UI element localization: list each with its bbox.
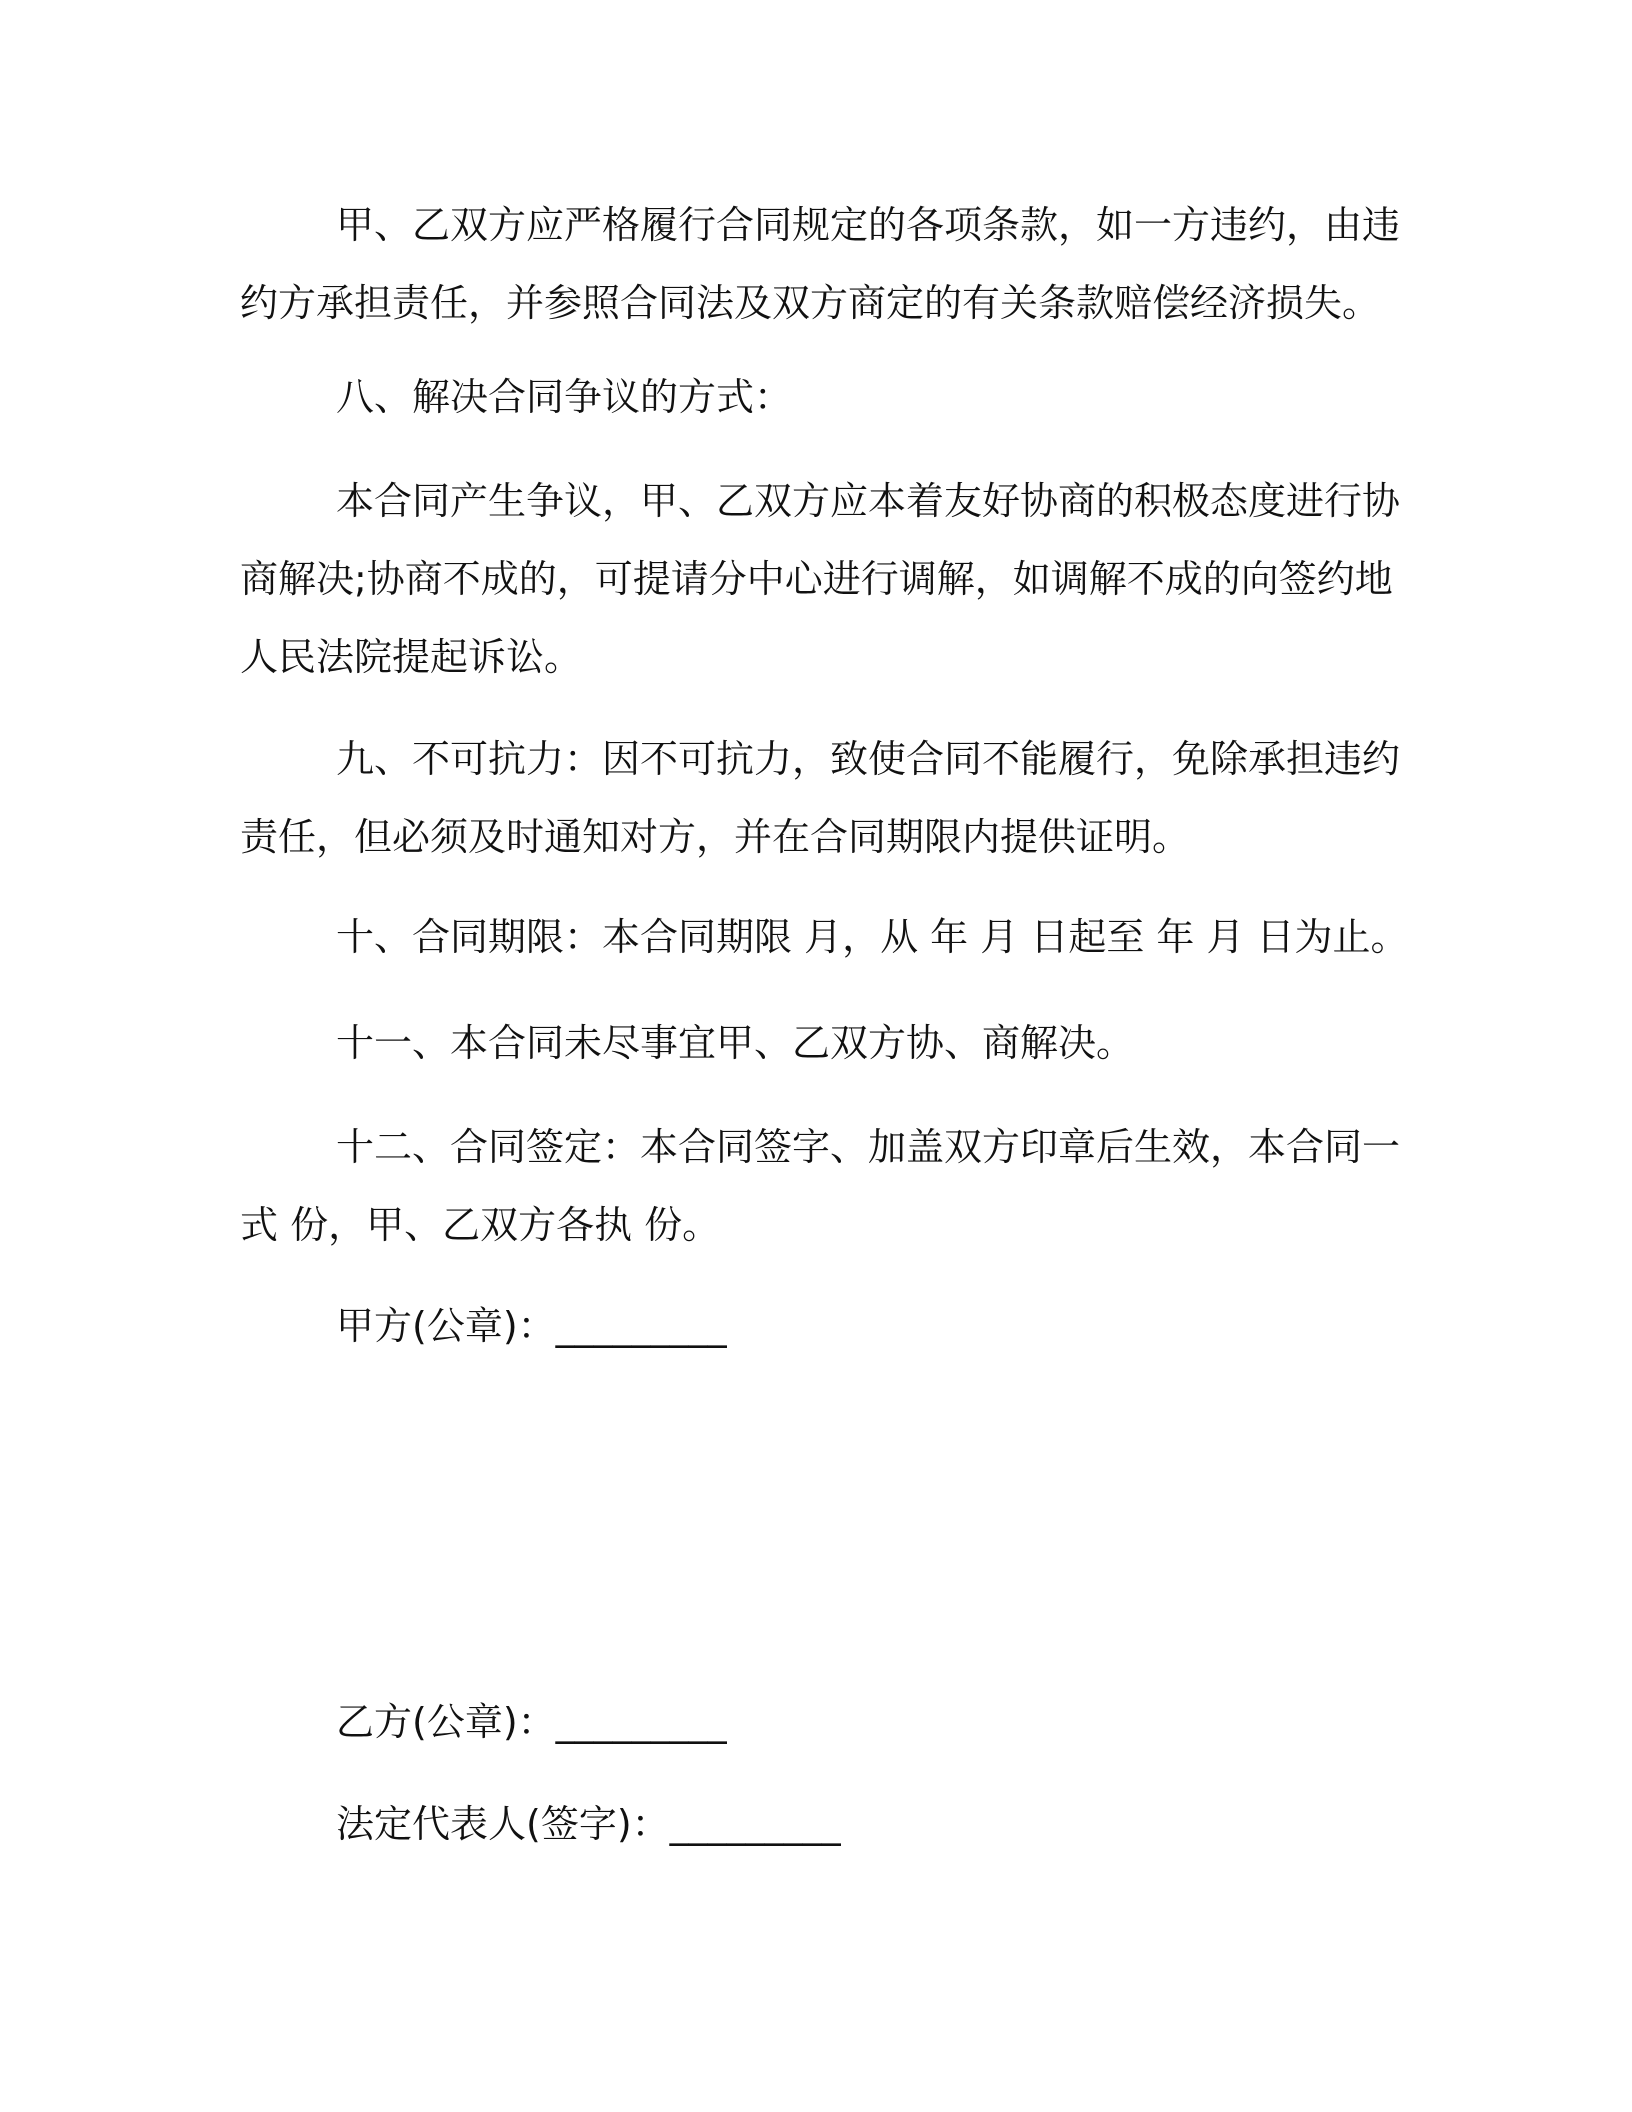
paragraph-liability	[240, 186, 1401, 342]
paragraph-line: 十一、本合同未尽事宜甲、乙双方协、商解决。	[336, 1021, 1135, 1065]
paragraph-line: 甲、乙双方应严格履行合同规定的各项条款，如一方违约，由违	[336, 203, 1401, 247]
section-8-heading	[240, 358, 1390, 436]
section-heading-line: 八、解决合同争议的方式：	[336, 375, 793, 419]
paragraph-line: 十二、合同签定：本合同签字、加盖双方印章后生效，本合同一	[336, 1125, 1401, 1169]
section-12	[240, 1108, 1401, 1264]
paragraph-line: 商解决;协商不成的，可提请分中心进行调解，如调解不成的向签约地	[240, 557, 1393, 601]
party-b-signature-line: 乙方(公章)：_________	[336, 1700, 727, 1744]
paragraph-line: 本合同产生争议，甲、乙双方应本着友好协商的积极态度进行协	[336, 479, 1401, 523]
section-11	[240, 1004, 1390, 1082]
paragraph-line: 九、不可抗力：因不可抗力，致使合同不能履行，免除承担违约	[336, 737, 1401, 781]
paragraph-line: 责任，但必须及时通知对方，并在合同期限内提供证明。	[240, 815, 1191, 859]
party-a-signature-line: 甲方(公章)：_________	[336, 1304, 727, 1348]
section-10	[240, 898, 1409, 976]
paragraph-line: 约方承担责任，并参照合同法及双方商定的有关条款赔偿经济损失。	[240, 281, 1381, 325]
paragraph-line: 十、合同期限：本合同期限 月，从 年 月 日起至 年 月 日为止。	[336, 915, 1409, 959]
section-8-body	[240, 462, 1401, 696]
paragraph-line: 式 份，甲、乙双方各执 份。	[240, 1203, 721, 1247]
section-9	[240, 720, 1401, 876]
legal-representative-signature-line: 法定代表人(签字)：_________	[336, 1802, 841, 1846]
paragraph-line: 人民法院提起诉讼。	[240, 635, 583, 679]
